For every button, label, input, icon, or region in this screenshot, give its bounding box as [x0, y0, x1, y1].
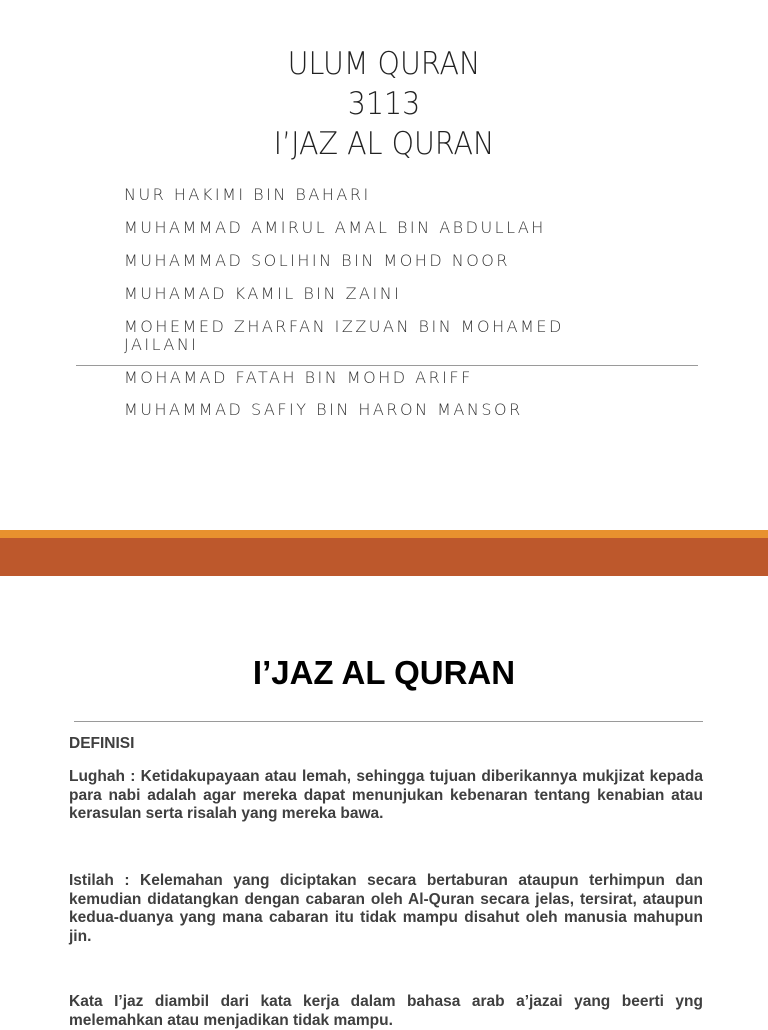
member-name: NUR HAKIMI BIN BAHARI [124, 185, 371, 204]
lughah-paragraph: Lughah : Ketidakupayaan atau lemah, sehingga tujuan diberikannya mukjizat kepada para nabi adalah agar mereka dapat menunjukan kebenaran tentang kenabian atau kerasulan serta risalah yang mereka bawa. [69, 768, 703, 822]
kata-paragraph: Kata I’jaz diambil dari kata kerja dalam bahasa arab a’jazai yang beerti yng melemahkan atau menjadikan tidak mampu. [69, 993, 703, 1029]
member-name: MOHAMAD FATAH BIN MOHD ARIFF [124, 368, 473, 387]
course-code: 3113 [347, 86, 421, 122]
course-name: ULUM QURAN [287, 46, 481, 82]
accent-stripe [0, 530, 768, 538]
istilah-paragraph: Istilah : Kelemahan yang diciptakan secara bertaburan ataupun terhimpun dan kemudian didatangkan dengan cabaran oleh Al-Quran secara jelas, tersirat, ataupun kedua-duanya yang mana cabaran itu tidak mampu disahut oleh manusia mahupun jin. [69, 872, 703, 945]
definition-slide [0, 576, 768, 1029]
topic-title: I’JAZ AL QURAN [273, 126, 495, 162]
section-heading: DEFINISI [69, 735, 135, 752]
slide-title [0, 44, 768, 164]
slide-heading: I’JAZ AL QURAN [252, 654, 516, 691]
member-name: MUHAMMAD SAFIY BIN HARON MANSOR [124, 400, 523, 419]
divider-line [74, 721, 703, 722]
member-name: MUHAMMAD AMIRUL AMAL BIN ABDULLAH [124, 218, 546, 237]
member-name: MUHAMMAD SOLIHIN BIN MOHD NOOR [124, 251, 510, 270]
member-name: MOHEMED ZHARFAN IZZUAN BIN MOHAMED JAILANI [124, 317, 564, 354]
member-name: MUHAMAD KAMIL BIN ZAINI [124, 284, 402, 303]
divider-line [76, 365, 698, 366]
slide-footer-band [0, 538, 768, 576]
